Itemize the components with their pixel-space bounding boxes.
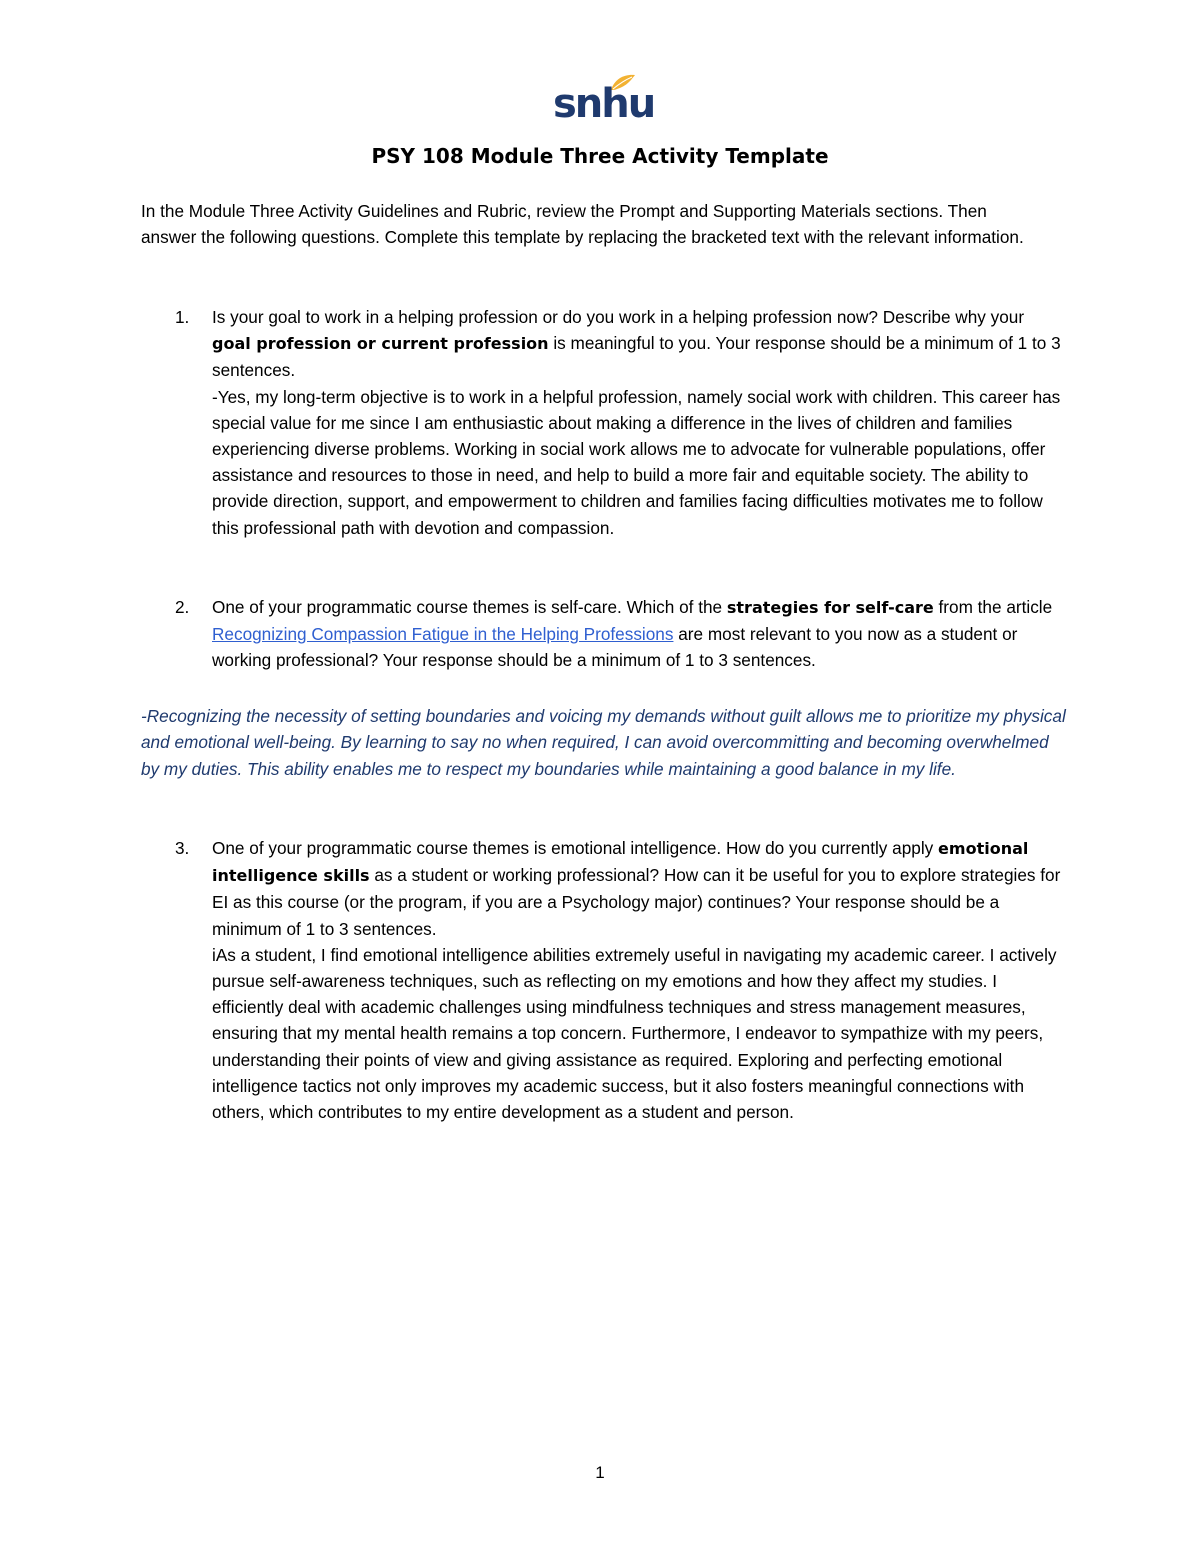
- prompt-emphasis: emotional intelligence skills: [212, 839, 1029, 886]
- prompt-text: are most relevant to you now as a student or working professional? Your response should be a minimum of 1 to 3 sentences.: [212, 624, 1018, 671]
- page-title: PSY 108 Module Three Activity Template: [371, 144, 829, 168]
- snhu-logo: [553, 72, 655, 132]
- article-link[interactable]: Recognizing Compassion Fatigue in the Helping Professions: [212, 624, 674, 645]
- prompt-emphasis: goal profession or current profession: [212, 334, 549, 354]
- prompt-text: Is your goal to work in a helping profession or do you work in a helping profession now? Describe why your: [212, 307, 1025, 327]
- logo-wordmark: snhu: [553, 81, 655, 127]
- page-number: 1: [595, 1463, 605, 1482]
- prompt-text: One of your programmatic course themes is emotional intelligence. How do you currently apply: [212, 838, 939, 858]
- question-prompt: [212, 304, 1066, 384]
- question-number: 3.: [175, 838, 190, 858]
- prompt-text: One of your programmatic course themes is self-care. Which of the: [212, 597, 727, 617]
- question-2: [141, 594, 1066, 674]
- question-prompt: [212, 835, 1066, 942]
- question-number: 1.: [175, 307, 190, 327]
- answer-text: iAs a student, I find emotional intelligence abilities extremely useful in navigating my academic career. I actively pursue self-awareness techniques, such as reflecting on my emotions and how they affect my studies. I efficiently deal with academic challenges using mindfulness techniques and stress management measures, ensuring that my mental health remains a top concern. Furthermore, I endeavor to sympathize with my peers, understanding their points of view and giving assistance as required. Exploring and perfecting emotional intelligence tactics not only improves my academic success, but it also fosters meaningful connections with others, which contributes to my entire development as a student and person.: [212, 944, 1057, 1123]
- intro-paragraph: In the Module Three Activity Guidelines and Rubric, review the Prompt and Supporting Materials sections. Then answer the following questions. Complete this template by replacing the bracketed text with the relevant information.: [141, 201, 1024, 247]
- question-1: [141, 304, 1066, 541]
- question-number: 2.: [175, 597, 190, 617]
- prompt-text: as a student or working professional? How can it be useful for you to explore strategies for EI as this course (or the program, if you are a Psychology major) continues? Your response should be a minimum of 1 to 3 sentences.: [212, 865, 1061, 939]
- question-prompt: [212, 594, 1066, 674]
- question-3: [141, 835, 1066, 1125]
- answer-text: -Yes, my long-term objective is to work in a helpful profession, namely social work with children. This career has special value for me since I am enthusiastic about making a difference in the lives of children and families experiencing diverse problems. Working in social work allows me to advocate for vulnerable populations, offer assistance and resources to those in need, and help to build a more fair and equitable society. The ability to provide direction, support, and empowerment to children and families facing difficulties motivates me to follow this professional path with devotion and compassion.: [212, 386, 1061, 538]
- prompt-text: is meaningful to you. Your response should be a minimum of 1 to 3 sentences.: [212, 333, 1061, 381]
- prompt-text: from the article: [933, 597, 1053, 617]
- answer-text: -Recognizing the necessity of setting boundaries and voicing my demands without guilt allows me to prioritize my physical and emotional well-being. By learning to say no when required, I can avoid overcommitting and becoming overwhelmed by my duties. This ability enables me to respect my boundaries while maintaining a good balance in my life.: [141, 706, 1066, 779]
- prompt-emphasis: strategies for self-care: [726, 598, 934, 617]
